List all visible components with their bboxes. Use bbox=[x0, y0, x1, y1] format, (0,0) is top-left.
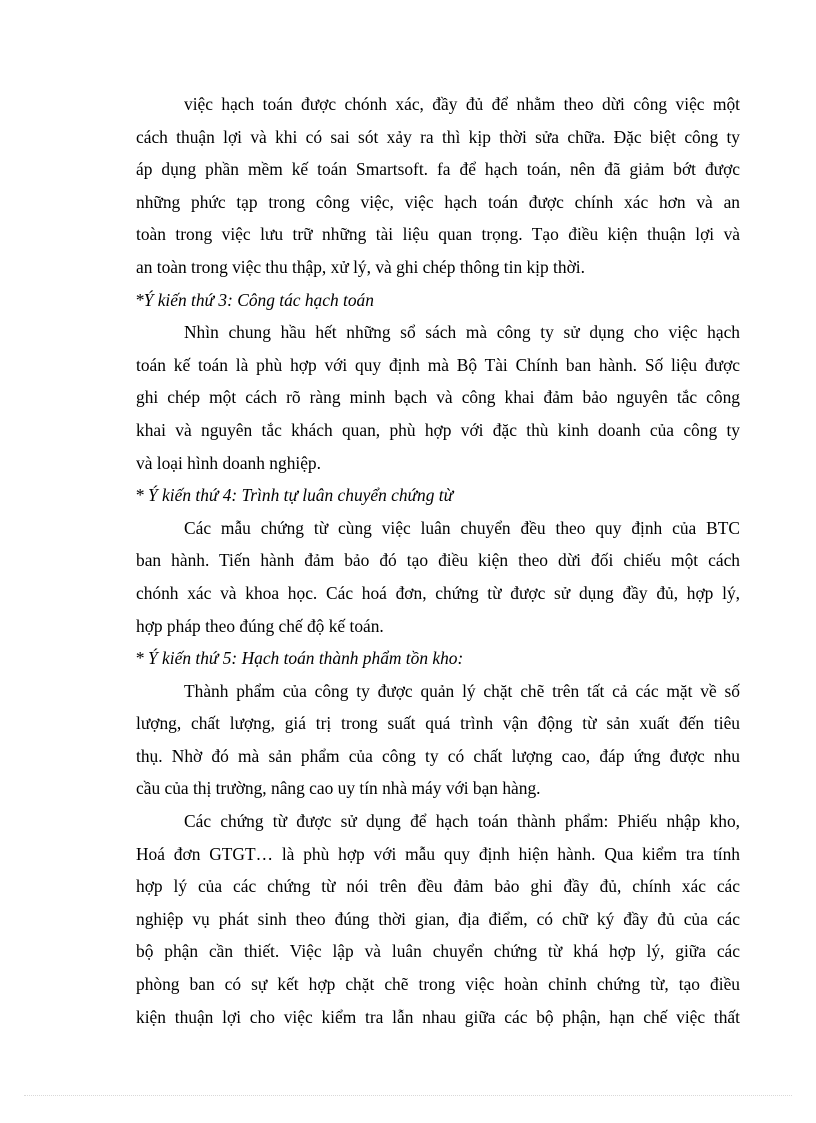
text-line: khai và nguyên tắc khách quan, phù hợp với đặc thù kinh doanh của công ty bbox=[136, 419, 740, 440]
text-line: cầu của thị trường, nâng cao uy tín nhà máy với bạn hàng. bbox=[136, 778, 541, 799]
text-line: những phức tạp trong công việc, việc hạch toán được chính xác hơn và an bbox=[136, 191, 740, 212]
text-line: và loại hình doanh nghiệp. bbox=[136, 452, 321, 473]
text-line: nghiệp vụ phát sinh theo đúng thời gian, địa điểm, có chữ ký đầy đủ của các bbox=[136, 908, 740, 929]
text-line: Các mẫu chứng từ cùng việc luân chuyển đều theo quy định của BTC bbox=[184, 517, 740, 538]
text-line: áp dụng phần mềm kế toán Smartsoft. fa để hạch toán, nên đã giảm bớt được bbox=[136, 159, 740, 180]
text-line: việc hạch toán được chónh xác, đầy đủ để nhằm theo dừi công việc một bbox=[184, 94, 740, 114]
text-line: toàn trong việc lưu trữ những tài liệu quan trọng. Tạo điều kiện thuận lợi và bbox=[136, 224, 740, 245]
text-line: cách thuận lợi và khi có sai sót xảy ra thì kịp thời sửa chữa. Đặc biệt công ty bbox=[136, 126, 740, 147]
text-line: Các chứng từ được sử dụng để hạch toán thành phẩm: Phiếu nhập kho, bbox=[184, 811, 740, 832]
text-line: lượng, chất lượng, giá trị trong suất quá trình vận động từ sản xuất đến tiêu bbox=[136, 713, 740, 734]
page-bottom-divider bbox=[24, 1095, 792, 1096]
text-line: Hoá đơn GTGT… là phù hợp với mẫu quy định hiện hành. Qua kiểm tra tính bbox=[136, 843, 740, 864]
text-line: ghi chép một cách rõ ràng minh bạch và công khai đảm bảo nguyên tắc công bbox=[136, 387, 740, 408]
document-body bbox=[136, 88, 740, 1033]
text-line: ban hành. Tiến hành đảm bảo đó tạo điều kiện theo dừi đối chiếu một cách bbox=[136, 550, 740, 571]
text-line: chónh xác và khoa học. Các hoá đơn, chứng từ được sử dụng đầy đủ, hợp lý, bbox=[136, 582, 740, 603]
section-heading: * Ý kiến thứ 4: Trình tự luân chuyển chứng từ bbox=[135, 485, 454, 506]
text-line: thụ. Nhờ đó mà sản phẩm của công ty có chất lượng cao, đáp ứng được nhu bbox=[136, 745, 740, 766]
text-line: toán kế toán là phù hợp với quy định mà Bộ Tài Chính ban hành. Số liệu được bbox=[136, 354, 740, 375]
text-line: phòng ban có sự kết hợp chặt chẽ trong việc hoàn chỉnh chứng từ, tạo điều bbox=[136, 974, 740, 995]
section-heading: *Ý kiến thứ 3: Công tác hạch toán bbox=[135, 289, 374, 310]
text-line: hợp lý của các chứng từ nói trên đều đảm bảo ghi đầy đủ, chính xác các bbox=[136, 876, 740, 897]
section-heading: * Ý kiến thứ 5: Hạch toán thành phẩm tồn kho: bbox=[135, 648, 464, 669]
text-line: bộ phận cần thiết. Việc lập và luân chuyển chứng từ khá hợp lý, giữa các bbox=[136, 941, 740, 962]
text-line: hợp pháp theo đúng chế độ kế toán. bbox=[136, 615, 384, 636]
text-line: an toàn trong việc thu thập, xử lý, và ghi chép thông tin kịp thời. bbox=[136, 256, 585, 277]
text-line: kiện thuận lợi cho việc kiểm tra lẫn nhau giữa các bộ phận, hạn chế việc thất bbox=[136, 1006, 740, 1027]
text-line: Thành phẩm của công ty được quản lý chặt chẽ trên tất cả các mặt về số bbox=[184, 680, 740, 701]
text-line: Nhìn chung hầu hết những sổ sách mà công ty sử dụng cho việc hạch bbox=[184, 322, 740, 343]
